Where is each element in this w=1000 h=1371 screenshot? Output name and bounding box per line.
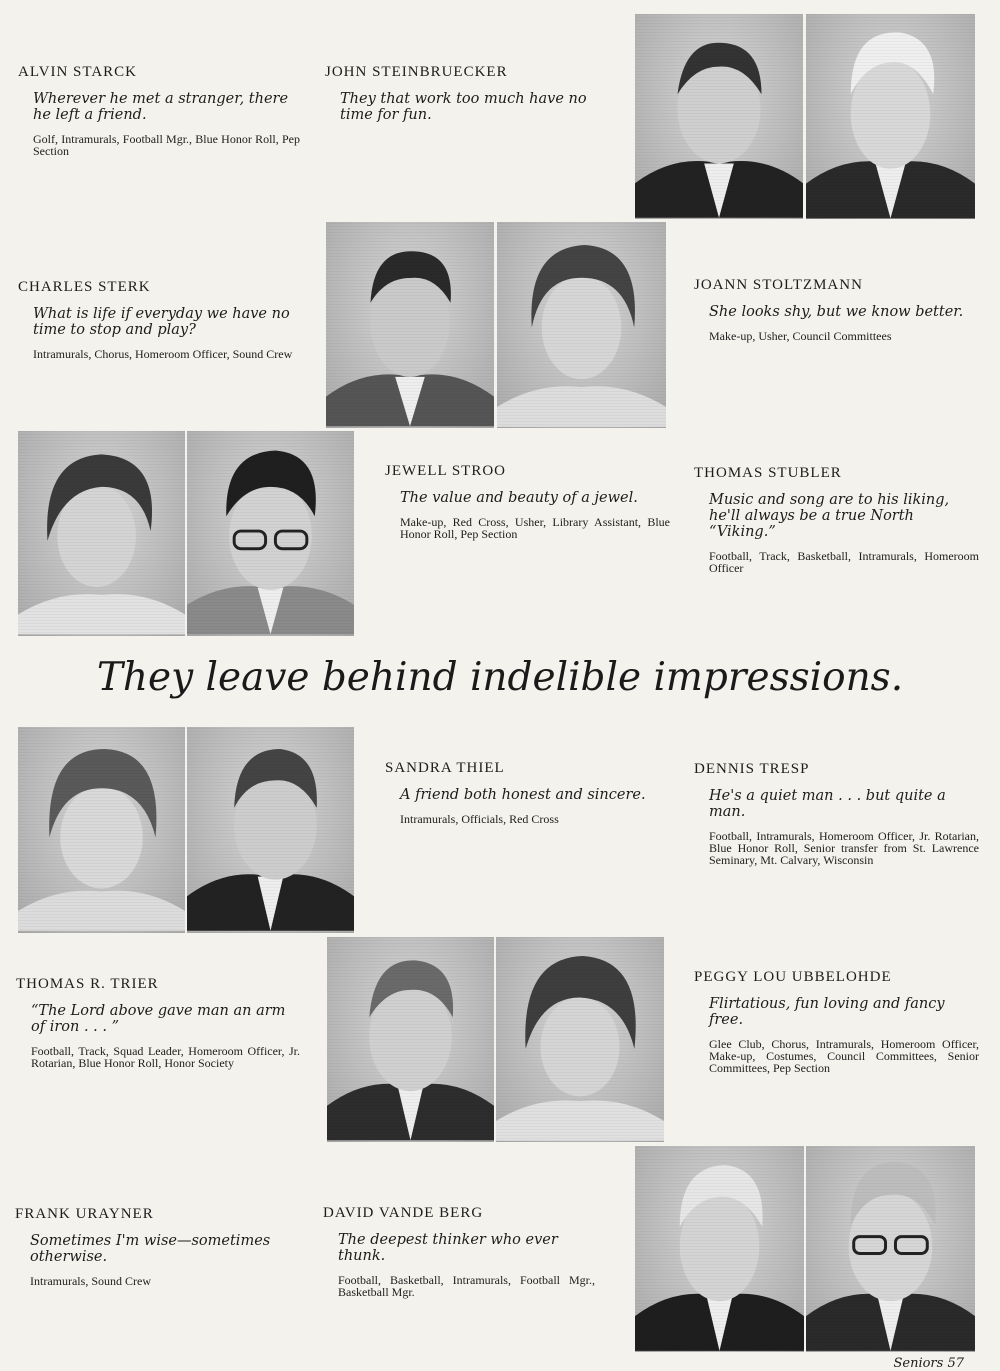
student-quote: Sometimes I'm wise—sometimes otherwise. [30,1233,271,1265]
student-quote: The deepest thinker who ever thunk. [338,1232,558,1264]
student-name: JOHN STEINBRUECKER [325,64,508,80]
student-activities: Football, Intramurals, Homeroom Officer, Jr. Rotarian, Blue Honor Roll, Senior transfer from St. Lawrence Seminary, Mt. Calvary, Wisconsin [709,829,979,867]
student-name: ALVIN STARCK [18,64,138,80]
student-quote: Wherever he met a stranger, there he left a friend. [33,91,289,123]
student-name: DENNIS TRESP [694,761,810,777]
entry-john-steinbruecker [325,64,610,133]
student-name: THOMAS STUBLER [694,465,842,481]
entry-jewell-stroo [385,463,670,540]
student-quote: She looks shy, but we know better. [709,304,964,320]
portrait-charles-sterk [326,222,494,428]
student-activities: Football, Basketball, Intramurals, Football Mgr., Basketball Mgr. [338,1273,595,1299]
entry-alvin-starck [18,64,300,157]
portrait-david-vande-berg [806,1146,975,1352]
portrait-joann-stoltzmann [497,222,666,428]
entry-peggy-lou-ubbelohde [694,969,979,1074]
portrait-alvin-starck [635,14,803,219]
student-quote: What is life if everyday we have no time to stop and play? [33,306,290,338]
portrait-john-steinbruecker [806,14,975,219]
student-name: CHARLES STERK [18,279,151,295]
student-activities: Intramurals, Chorus, Homeroom Officer, Sound Crew [33,347,293,361]
entry-frank-urayner [15,1206,300,1287]
student-activities: Make-up, Red Cross, Usher, Library Assistant, Blue Honor Roll, Pep Section [400,515,670,541]
student-activities: Golf, Intramurals, Football Mgr., Blue Honor Roll, Pep Section [33,132,300,158]
student-name: PEGGY LOU UBBELOHDE [694,969,892,985]
student-name: SANDRA THIEL [385,760,505,776]
student-name: THOMAS R. TRIER [16,976,159,992]
student-quote: “The Lord above gave man an arm of iron . . . ” [31,1003,286,1035]
student-activities: Intramurals, Sound Crew [30,1274,151,1288]
portrait-thomas-r-trier [327,937,494,1142]
page-headline: They leave behind indelible impressions. [96,655,904,700]
portrait-peggy-lou-ubbelohde [496,937,664,1142]
entry-david-vande-berg [323,1205,595,1298]
student-quote: They that work too much have no time for fun. [340,91,587,123]
student-quote: Flirtatious, fun loving and fancy free. [709,996,945,1028]
portrait-sandra-thiel [18,727,185,933]
entry-thomas-stubler [694,465,979,574]
student-activities: Glee Club, Chorus, Intramurals, Homeroom Officer, Make-up, Costumes, Council Committees, Senior Committees, Pep Section [709,1037,979,1075]
portrait-frank-urayner [635,1146,804,1352]
student-name: FRANK URAYNER [15,1206,154,1222]
student-name: JOANN STOLTZMANN [694,277,863,293]
student-activities: Intramurals, Officials, Red Cross [400,812,559,826]
entry-charles-sterk [18,279,300,360]
portrait-thomas-stubler [187,431,354,636]
student-name: JEWELL STROO [385,463,507,479]
student-activities: Football, Track, Basketball, Intramurals, Homeroom Officer [709,549,979,575]
student-quote: The value and beauty of a jewel. [400,490,638,506]
entry-sandra-thiel [385,760,670,825]
page-footer: Seniors 57 [893,1356,964,1371]
portrait-dennis-tresp [187,727,354,933]
student-activities: Football, Track, Squad Leader, Homeroom Officer, Jr. Rotarian, Blue Honor Roll, Honor Society [31,1044,300,1070]
entry-dennis-tresp [694,761,979,866]
student-quote: A friend both honest and sincere. [400,787,646,803]
entry-joann-stoltzmann [694,277,984,342]
entry-thomas-r-trier [16,976,300,1069]
student-quote: He's a quiet man . . . but quite a man. [709,788,946,820]
student-name: DAVID VANDE BERG [323,1205,484,1221]
student-activities: Make-up, Usher, Council Committees [709,329,892,343]
student-quote: Music and song are to his liking, he'll always be a true North “Viking.” [709,492,950,540]
portrait-jewell-stroo [18,431,185,636]
